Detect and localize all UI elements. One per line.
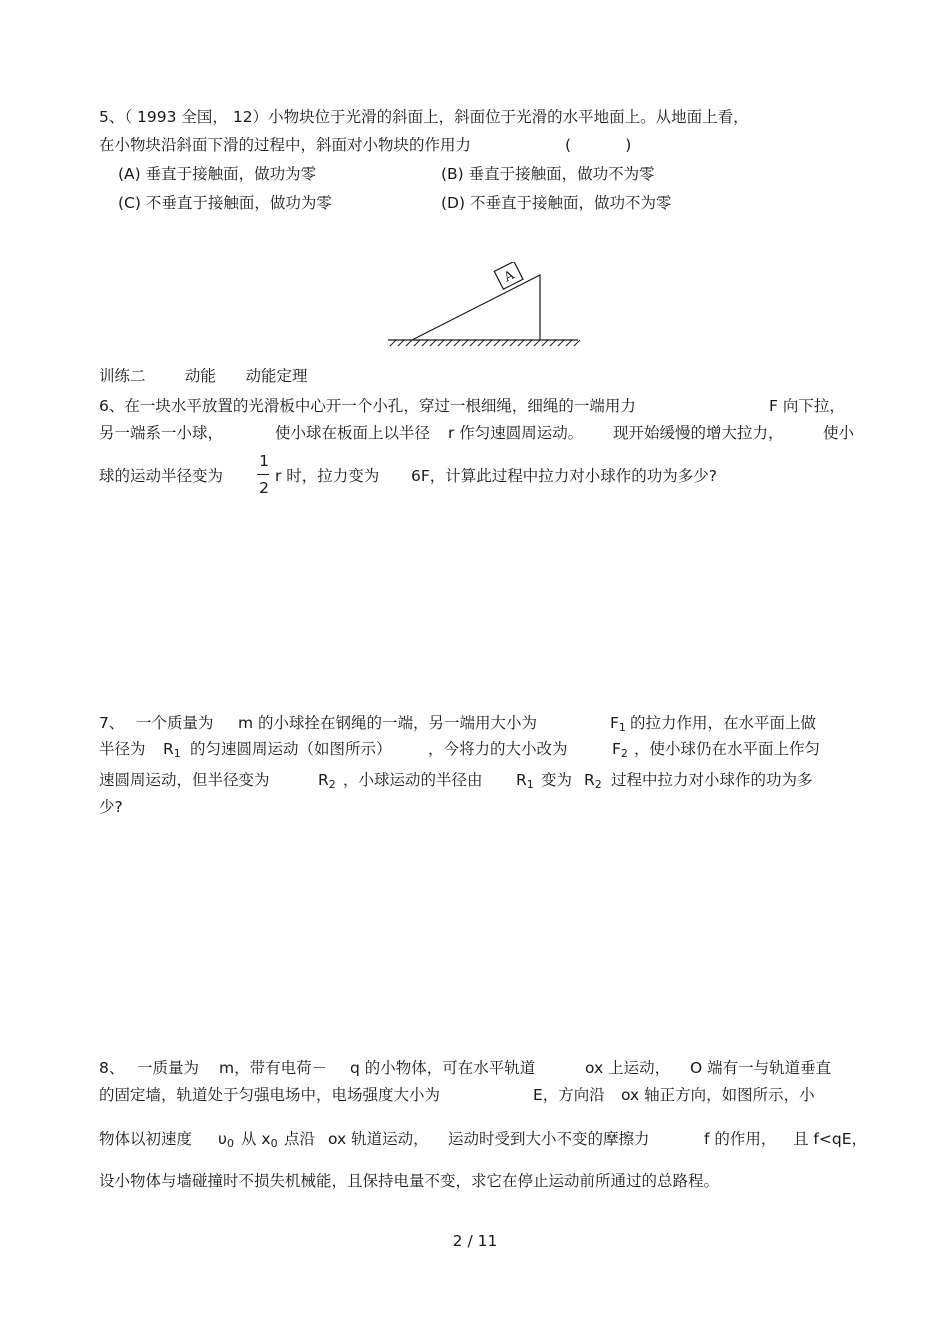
q7-line3-c: ，小球运动的半径由 (343, 771, 483, 789)
q7-line4: 少? (99, 798, 123, 816)
q7-line1-force1: $F_1$ (610, 714, 626, 734)
q7-line2-f: ，使小球仍在水平面上作匀 (634, 740, 821, 758)
q6-line1-a: 6、在一块水平放置的光滑板中心开一个小孔，穿过一根细绳，细绳的一端用力 (99, 397, 636, 415)
q6-line2-e: 使小 (823, 424, 855, 442)
q5-option-d: (D) 不垂直于接触面，做功不为零 (441, 194, 672, 212)
q8-line1-b: 一质量为 (137, 1059, 200, 1077)
page-number: 2 / 11 (452, 1232, 498, 1250)
q5-stem-line2: 在小物块沿斜面下滑的过程中，斜面对小物块的作用力 (99, 136, 472, 154)
q5-answer-bracket: ( ) (565, 136, 632, 154)
q6-line3-c: 6F，计算此过程中拉力对小球作的功为多少? (411, 467, 718, 485)
q7-line3-a: 速圆周运动，但半径变为 (99, 771, 270, 789)
block-a (494, 262, 523, 289)
q8-line3-e: ox 轨道运动， (328, 1130, 429, 1148)
q8-line3-d: 点沿 (284, 1130, 316, 1148)
q7-line1-b: 一个质量为 (136, 714, 214, 732)
q8-line2-c: ox 轴正方向，如图所示，小 (621, 1086, 815, 1104)
fraction-denominator: 2 (259, 479, 269, 497)
incline-wedge (412, 275, 540, 340)
q6-line3-a: 球的运动半径变为 (99, 467, 224, 485)
q5-option-b: (B) 垂直于接触面，做功不为零 (441, 165, 655, 183)
q8-number: 8、 (99, 1059, 125, 1077)
q5-option-a: (A) 垂直于接触面，做功为零 (118, 165, 317, 183)
q6-line2-a: 另一端系一小球， (99, 424, 224, 442)
q6-fraction-half (257, 451, 271, 501)
q6-line2-d: 现开始缓慢的增大拉力， (613, 424, 784, 442)
fraction-numerator: 1 (259, 452, 269, 470)
q7-line2-a: 半径为 (99, 740, 146, 758)
q8-line2-a: 的固定墙，轨道处于匀强电场中，电场强度大小为 (99, 1086, 441, 1104)
q7-line3-radius1: $R_1$ (516, 771, 534, 791)
q8-line3-g: f 的作用， (704, 1130, 777, 1148)
q8-line3-velocity: $\upsilon_0$ (218, 1130, 234, 1150)
q7-line3-e: 变为 (541, 771, 573, 789)
q7-number: 7、 (99, 714, 125, 732)
q7-line3-radius2b: $R_2$ (584, 771, 602, 791)
incline-figure (388, 262, 583, 356)
q8-line1-d: q 的小物体，可在水平轨道 (350, 1059, 536, 1077)
q8-line3-h: 且 f<qE， (793, 1130, 868, 1148)
q6-line1-b: F 向下拉， (769, 397, 845, 415)
q8-line1-f: O 端有一与轨道垂直 (690, 1059, 832, 1077)
q7-line2-c: 的匀速圆周运动（如图所示） (190, 740, 392, 758)
q7-line2-force2: $F_2$ (612, 740, 628, 760)
q7-line1-e: 的拉力作用，在水平面上做 (630, 714, 817, 732)
q5-stem-line1: 5、（ 1993 全国， 12）小物块位于光滑的斜面上，斜面位于光滑的水平地面上。从地面上看， (99, 108, 749, 126)
section-heading: 训练二 动能 动能定理 (99, 367, 308, 385)
q7-line3-g: 过程中拉力对小球作的功为多 (611, 771, 813, 789)
fraction-bar (257, 474, 269, 475)
q6-line3-b: r 时，拉力变为 (275, 467, 380, 485)
q6-line2-c: r 作匀速圆周运动。 (448, 424, 584, 442)
q7-line2-radius1: $R_1$ (163, 740, 181, 760)
q7-line1-c: m 的小球拴在钢绳的一端，另一端用大小为 (238, 714, 538, 732)
q6-line2-b: 使小球在板面上以半径 (275, 424, 431, 442)
q8-line4: 设小物体与墙碰撞时不损失机械能，且保持电量不变，求它在停止运动前所通过的总路程。 (99, 1172, 720, 1190)
q8-line2-b: E，方向沿 (533, 1086, 605, 1104)
q8-line3-position: 从 $x_0$ (241, 1130, 278, 1150)
q8-line3-f: 运动时受到大小不变的摩擦力 (448, 1130, 650, 1148)
ground-hatching (390, 340, 580, 346)
block-label: A (501, 267, 517, 286)
q8-line3-a: 物体以初速度 (99, 1130, 193, 1148)
incline-diagram (388, 262, 583, 352)
q7-line2-d: ，今将力的大小改为 (428, 740, 568, 758)
q5-option-c: (C) 不垂直于接触面，做功为零 (118, 194, 332, 212)
q8-line1-e: ox 上运动， (585, 1059, 671, 1077)
q8-line1-c: m，带有电荷－ (219, 1059, 328, 1077)
q7-line3-radius2: $R_2$ (318, 771, 336, 791)
